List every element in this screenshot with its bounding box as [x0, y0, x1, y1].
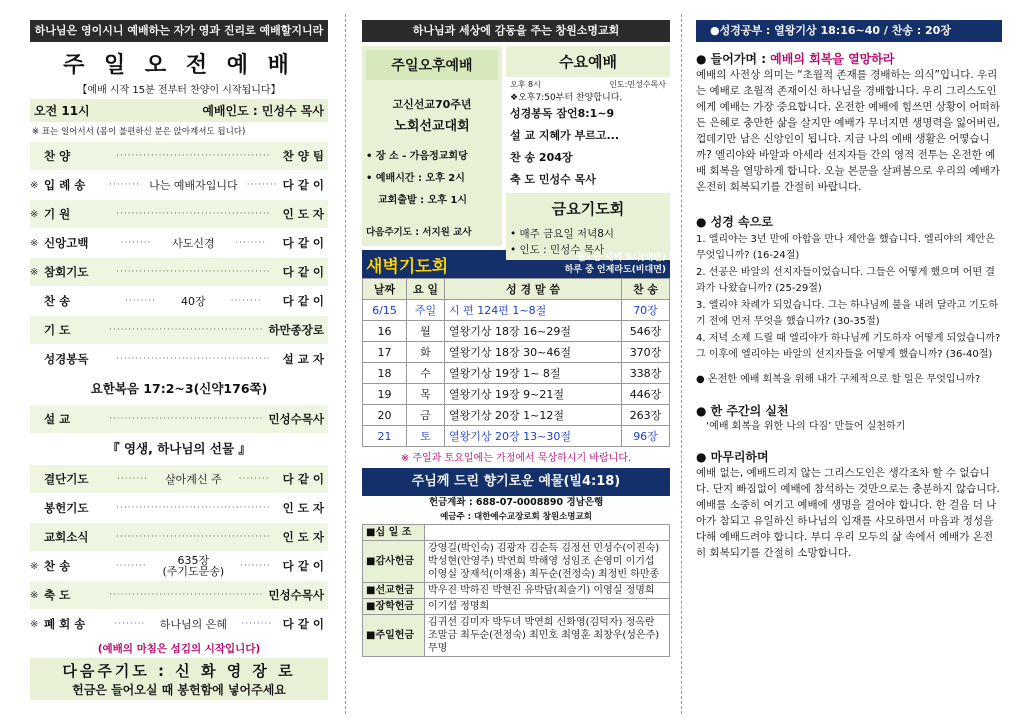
order-item: [30, 316, 328, 345]
dawn-day: 화: [407, 342, 445, 363]
dots: ········: [117, 474, 148, 484]
closing-body: 예배 없는, 예배드리지 않는 그리스도인은 생각조차 할 수 없습니다. 단지 빠짐없이 예배에 참석하는 것만으로는 충분하지 않습니다. 예배를 소중히 여기고 예배에 생명을 걸어야 합니다. 한 걸음 더 나아가 참되고 유일하신 하나님의 임재를 사모하면서 마음과 정성을 다해 예배드려야 합니다. 부디 우리 모두의 삶 속에서 예배가 온전히 회복되기를 간절히 소망합니다.: [696, 467, 1000, 559]
wednesday-time: 오후 8시: [510, 80, 541, 89]
order-name: 성경봉독: [44, 352, 89, 366]
dawn-date: 20: [363, 405, 407, 426]
intro-section: [696, 50, 1002, 195]
order-mark: ※: [30, 237, 39, 249]
dawn-scripture: 열왕기상 18장 16~29절: [445, 321, 622, 342]
mission-line-1: 고신선교70주년: [392, 98, 472, 111]
order-mark: ※: [30, 589, 39, 601]
dots: ········: [114, 619, 146, 629]
next-week-box: [30, 658, 328, 700]
dots: ········: [239, 561, 271, 571]
order-item: [30, 465, 328, 494]
service-leader: 예배인도 : 민성수 목사: [202, 104, 324, 118]
offering-type: ■장학헌금: [363, 599, 425, 615]
offering-row: [363, 525, 670, 541]
practice-head: ● 한 주간의 실천: [696, 403, 789, 418]
offering-type: ■선교헌금: [363, 583, 425, 599]
order-item: [30, 258, 328, 287]
wednesday-title: 수요예배: [506, 46, 670, 77]
wednesday-box: [506, 77, 670, 193]
offering-table: [362, 524, 670, 657]
wednesday-benediction: 축 도 민성수 목사: [510, 173, 596, 186]
questions-section: [696, 213, 1002, 388]
wednesday-hymn: 찬 송 204장: [510, 151, 573, 164]
order-detail: 나는 예배자입니다: [149, 178, 238, 192]
dawn-row: [363, 363, 670, 384]
dawn-note: ※ 주일과 토요일에는 가정에서 묵상하시기 바랍니다.: [400, 453, 632, 464]
offering-note: 헌금은 들어오실 때 봉헌함에 넣어주세요: [72, 683, 286, 697]
friday-leader: • 인도 : 민성수 목사: [510, 244, 605, 256]
order-item: [30, 200, 328, 229]
friday-time: • 매주 금요일 저녁8시: [510, 228, 615, 240]
study-question: 3. 엘리야 차례가 되었습니다. 그는 하나님께 불을 내려 달라고 기도하기 전에 먼저 무엇을 했습니까? (30-35절): [696, 300, 999, 327]
order-person: 인 도 자: [282, 530, 324, 544]
account-holder: 예금주 : 대한예수교장로회 창원소명교회: [440, 512, 592, 522]
order-name: 폐 회 송: [44, 617, 86, 631]
order-name: 찬 송: [44, 559, 71, 573]
worship-time-line: • 예배시간 : 오후 2시: [366, 173, 465, 184]
order-name: 찬 양: [44, 149, 71, 163]
order-of-service: [30, 142, 328, 374]
order-person: 다 같 이: [282, 265, 324, 279]
order-name: 교회소식: [44, 530, 89, 544]
dawn-scripture: 열왕기상 19장 9~21절: [445, 384, 622, 405]
dots: ········································: [116, 354, 271, 364]
friday-title: 금요기도회: [506, 193, 670, 224]
order-person: 다 같 이: [282, 472, 325, 486]
order-detail: 살아계신 주: [165, 472, 222, 486]
col-hymn: 찬 송: [622, 279, 670, 300]
dawn-day: 금: [407, 405, 445, 426]
dots: ········: [235, 238, 267, 248]
dawn-hymn: 263장: [622, 405, 670, 426]
scripture-reference: 요한복음 17:2~3(신약176쪽): [90, 381, 268, 396]
offering-row: [363, 541, 670, 583]
order-item: [30, 171, 328, 200]
dawn-day: 목: [407, 384, 445, 405]
dots: ········: [238, 474, 270, 484]
order-person: 다 같 이: [282, 294, 324, 308]
order-person: 인 도 자: [282, 207, 324, 221]
order-person: 다 같 이: [282, 178, 325, 192]
offering-names: 강영길(박인숙) 김광자 김순득 김정선 민성수(이진숙) 박성현(안영주) 박연희 박해영 성임조 손영미 이기섭 이영실 장재석(이재용) 최두순(전정숙) 최정빈 하만종: [425, 541, 670, 583]
order-item: [30, 552, 328, 581]
order-item: [30, 345, 328, 374]
dots: ········: [120, 238, 152, 248]
order-name: 찬 송: [44, 294, 71, 308]
dots: ········································: [116, 209, 271, 219]
order-of-service-2: [30, 465, 328, 639]
dots: ········································: [116, 503, 271, 513]
intro-head: ● 들어가며 :: [696, 52, 771, 66]
dawn-scripture: 열왕기상 19장 1~ 8절: [445, 363, 622, 384]
dawn-day: 월: [407, 321, 445, 342]
order-person: 인 도 자: [282, 501, 324, 515]
dawn-prayer-header: [362, 250, 670, 278]
order-item: [30, 494, 328, 523]
sunday-afternoon-title: 주일오후예배: [366, 50, 498, 80]
offering-row: [363, 615, 670, 657]
dawn-prayer-schedule: [565, 252, 666, 276]
order-mark: ※: [30, 618, 39, 630]
offering-names: 박우진 박하진 박현진 유박담(최슬기) 이영실 정명희: [425, 583, 670, 599]
col-scripture: 성 경 말 씀: [445, 279, 622, 300]
dawn-hymn: 338장: [622, 363, 670, 384]
application-question: ● 온전한 예배 회복을 위해 내가 구체적으로 할 일은 무엇입니까?: [696, 374, 981, 385]
col-day: 요 일: [407, 279, 445, 300]
closing-section: [696, 448, 1002, 561]
order-item: [30, 287, 328, 316]
order-detail: 40장: [181, 294, 206, 308]
dots: ········: [246, 180, 278, 190]
order-item: [30, 142, 328, 171]
offering-type: ■감사헌금: [363, 541, 425, 583]
dawn-row: [363, 300, 670, 321]
order-detail: 635장 (주기도문송): [162, 554, 225, 578]
practice-body: ‘예배 회복을 위한 나의 다짐’ 만들어 실천하기: [706, 420, 906, 432]
offering-row: [363, 583, 670, 599]
dawn-hymn: 70장: [622, 300, 670, 321]
offering-type: ■십 일 조: [363, 525, 425, 541]
dawn-date: 18: [363, 363, 407, 384]
dawn-schedule-1: 월~금 새벽 5시(대면): [576, 253, 666, 263]
dawn-scripture: 열왕기상 20장 1~12절: [445, 405, 622, 426]
start-note: 【예배 시작 15분 전부터 찬양이 시작됩니다】: [77, 85, 281, 96]
dawn-day: 토: [407, 426, 445, 447]
dawn-hymn: 446장: [622, 384, 670, 405]
col2-header: 하나님과 세상에 감동을 주는 창원소명교회: [362, 20, 670, 42]
wednesday-praise: ❖오후7:50부터 찬양합니다.: [510, 93, 623, 103]
dawn-date: 21: [363, 426, 407, 447]
intro-body: 예배의 사전상 의미는 “초월적 존재를 경배하는 의식”입니다. 우리는 예배로 초월적 존재이신 하나님을 경배합니다. 우리 그리스도인에게 예배는 가장 중요합니다. 온전한 예배에 힘쓰면 상황이 어떠하든 은혜로 충만한 삶을 살지만 예배가 무너지면 생명력을 잃어버린, 껍데기만 남은 신앙인이 됩니다. 지금 나의 예배 생활은 어떻습니까? 엘리야와 바알과 아세라 선지자들 간의 영적 전투는 온전한 예배 회복을 열망하게 합니다. 오늘 본문을 살펴봄으로 우리의 예배가 온전히 회복되기를 간절히 바랍니다.: [696, 69, 1000, 193]
order-name: 신앙고백: [44, 236, 89, 250]
dawn-hymn: 546장: [622, 321, 670, 342]
dots: ········: [125, 296, 156, 306]
offering-type: ■주일헌금: [363, 615, 425, 657]
wednesday-leader: 인도:민성수목사: [609, 80, 666, 89]
order-person: 설 교 자: [282, 352, 324, 366]
order-person: 다 같 이: [282, 236, 325, 250]
wednesday-sermon: 설 교 지혜가 부르고...: [510, 129, 620, 142]
study-question: 1. 엘리야는 3년 만에 아합을 만나 제안을 했습니다. 엘리야의 제안은 무엇입니까? (16-24절): [696, 234, 995, 261]
dots: ········: [109, 180, 140, 190]
afternoon-next-prayer: 다음주기도 : 서지원 교사: [366, 227, 472, 238]
dawn-prayer-title: 새벽기도회: [366, 256, 449, 277]
study-question: 2. 선공은 바알의 선지자들이었습니다. 그들은 어떻게 했으며 어떤 결과가 나왔습니까? (25-29절): [696, 267, 995, 294]
dawn-date: 17: [363, 342, 407, 363]
next-week-prayer: 다음주기도 : 신 화 영 장 로: [62, 662, 296, 680]
weekday-services: [506, 46, 670, 256]
dawn-hymn: 96장: [622, 426, 670, 447]
closing-note: (예배의 마침은 섬김의 시작입니다): [97, 643, 261, 655]
wednesday-reading: 성경봉독 잠언8:1~9: [510, 107, 615, 120]
dawn-hymn: 370장: [622, 342, 670, 363]
order-person: 하만종장로: [268, 323, 324, 337]
order-item: [30, 610, 328, 639]
dawn-row: [363, 384, 670, 405]
dots: ········································: [109, 414, 264, 424]
order-name: 축 도: [44, 588, 71, 602]
order-name: 결단기도: [44, 472, 89, 486]
service-time-row: [30, 99, 328, 122]
dots: ········································: [109, 325, 264, 335]
dots: ········································: [116, 267, 271, 277]
dawn-day: 주일: [407, 300, 445, 321]
order-item: [30, 523, 328, 552]
sermon-title: 『 영생, 하나님의 선물 』: [107, 441, 251, 456]
bank-account: 헌금계좌 : 688-07-0008890 경남은행: [428, 497, 604, 508]
order-person: 민성수목사: [268, 412, 324, 426]
order-mark: ※: [30, 208, 39, 220]
order-person: 다 같 이: [282, 559, 324, 573]
intro-title: 예배의 회복을 열망하라: [770, 52, 895, 66]
mission-line-2: 노회선교대회: [394, 119, 470, 134]
standing-note: ※ 표는 일어서서 (몸이 불편하신 분은 앉아계셔도 됩니다): [32, 127, 246, 137]
dots: ········································: [116, 151, 271, 161]
order-name: 입 례 송: [44, 178, 86, 192]
order-item: [30, 405, 328, 434]
bible-study-header: ●성경공부 : 열왕기상 18:16~40 / 찬송 : 20장: [696, 20, 1002, 42]
order-mark: ※: [30, 560, 39, 572]
offering-names: [425, 525, 670, 541]
dawn-date: 6/15: [363, 300, 407, 321]
order-name: 봉헌기도: [44, 501, 89, 515]
sermon-row: [30, 405, 328, 434]
dots: ········································: [116, 532, 271, 542]
order-person: 민성수목사: [268, 588, 324, 602]
dots: ········: [230, 296, 262, 306]
dawn-scripture: 시 편 124편 1~8절: [445, 300, 622, 321]
practice-section: [696, 402, 1002, 435]
service-time: 오전 11시: [34, 104, 90, 118]
dawn-day: 수: [407, 363, 445, 384]
study-question: 4. 저녁 소제 드릴 때 엘리야가 하나님께 기도하자 어떻게 되었습니까? 그 이후에 엘리야는 바알의 선지자들을 어떻게 했습니까? (36-40절): [696, 333, 1001, 360]
dawn-row: [363, 426, 670, 447]
order-detail: 사도신경: [172, 236, 215, 250]
sunday-afternoon-box: [362, 46, 502, 246]
dawn-row: [363, 321, 670, 342]
place-line: • 장 소 - 가음정교회당: [366, 151, 468, 162]
order-detail: 하나님의 은혜: [159, 617, 227, 631]
sunday-morning-column: [30, 20, 328, 720]
order-name: 기 원: [44, 207, 71, 221]
page-title: 주 일 오 전 예 배: [63, 53, 295, 78]
dawn-date: 19: [363, 384, 407, 405]
dawn-prayer-table: [362, 278, 670, 447]
dawn-row: [363, 405, 670, 426]
order-name: 기 도: [44, 323, 71, 337]
dots: ········································: [109, 590, 264, 600]
order-person: 다 같 이: [282, 617, 325, 631]
col1-header: 하나님은 영이시니 예배하는 자가 영과 진리로 예배할지니라: [30, 20, 328, 42]
schedule-column: [362, 20, 670, 720]
dawn-scripture: 열왕기상 20장 13~30절: [445, 426, 622, 447]
closing-head: ● 마무리하며: [696, 450, 769, 464]
dots: ········: [115, 561, 147, 571]
order-item: [30, 229, 328, 258]
offering-title: 주님께 드린 향기로운 예물(빌4:18): [362, 468, 670, 496]
col-date: 날짜: [363, 279, 407, 300]
order-mark: ※: [30, 179, 39, 191]
dawn-date: 16: [363, 321, 407, 342]
order-name: 설 교: [44, 412, 71, 426]
order-item: [30, 581, 328, 610]
order-mark: ※: [30, 266, 39, 278]
offering-row: [363, 599, 670, 615]
bible-study-column: [696, 20, 1002, 720]
dots: ········: [241, 619, 273, 629]
offering-names: 이기섭 정명희: [425, 599, 670, 615]
offering-names: 김귀선 김미자 박두녀 박연희 신화영(김덕자) 정옥란 조말금 최두순(전정숙) 최민호 최영훈 최창우(성은주) 무명: [425, 615, 670, 657]
dawn-row: [363, 342, 670, 363]
questions-head: ● 성경 속으로: [696, 215, 773, 229]
services-box: [362, 46, 670, 256]
dawn-scripture: 열왕기상 18장 30~46절: [445, 342, 622, 363]
order-name: 참회기도: [44, 265, 89, 279]
order-person: 찬 양 팀: [282, 149, 324, 163]
departure-line: 교회출발 : 오후 1시: [378, 195, 468, 206]
dawn-schedule-2: 하루 중 언제라도(비대면): [564, 265, 666, 275]
